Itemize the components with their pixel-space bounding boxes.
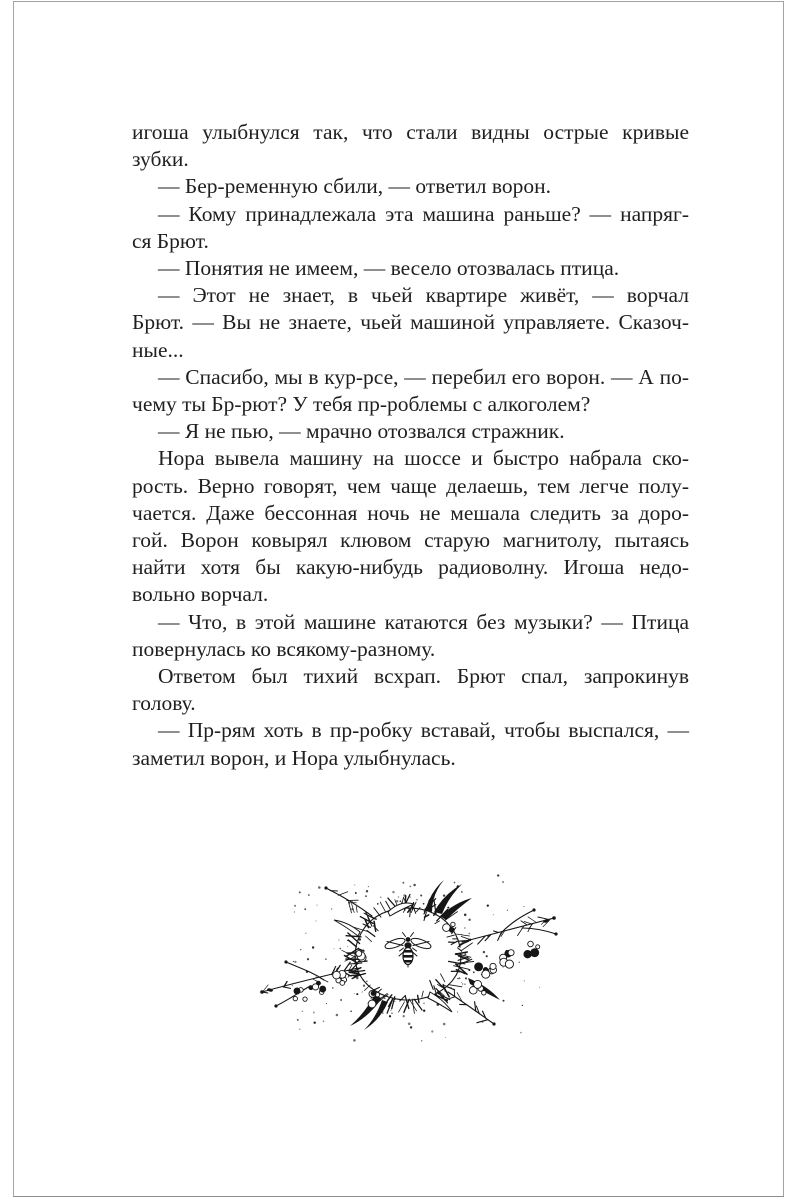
text-line: ные... [132, 337, 184, 362]
text-line: — Я не пью, — мрачно отозвался стражник. [158, 419, 565, 444]
text-line: — Кому принадлежала эта машина раньше? — напряг- [158, 201, 689, 226]
text-line: — Спасибо, мы в кур-рсе, — перебил его ворон. — А по- [158, 364, 689, 389]
text-line: вольно ворчал. [132, 582, 269, 607]
text-line: Брют. — Вы не знаете, чьей машиной управляете. Сказоч- [132, 310, 689, 335]
text-line: чается. Даже бессонная ночь не мешала следить за доро- [132, 500, 689, 525]
text-line: — Пр-рям хоть в пр-робку вставай, чтобы выспался, — [158, 718, 689, 743]
text-line: зубки. [132, 147, 189, 172]
text-line: повернулась ко всякому-разному. [132, 636, 436, 661]
text-line: чему ты Бр-рют? У тебя пр-роблемы с алкоголем? [132, 392, 591, 417]
paragraph [132, 173, 689, 200]
paragraph [132, 201, 689, 255]
bee-icon [384, 933, 432, 968]
paragraph [132, 445, 689, 608]
text-line: голову. [132, 691, 196, 716]
text-line: игоша улыбнулся так, что стали видны острые кривые [132, 120, 689, 144]
paragraph [132, 364, 689, 418]
text-line: рость. Верно говорят, чем чаще делаешь, тем легче полу- [132, 473, 689, 498]
text-line: — Бер-ременную сбили, — ответил ворон. [158, 174, 551, 199]
outlined-leaves [334, 903, 452, 1012]
text-line: Ответом был тихий всхрап. Брют спал, запрокинув [158, 664, 689, 689]
text-line: ся Брют. [132, 228, 209, 253]
paragraph [132, 418, 689, 445]
paragraph [132, 609, 689, 663]
wreath-bee-illustration [240, 872, 576, 1044]
paragraph [132, 255, 689, 282]
paragraph [132, 717, 689, 771]
paragraph [132, 119, 689, 173]
text-line: заметил ворон, и Нора улыбнулась. [132, 745, 456, 770]
paragraph [132, 282, 689, 364]
page-text [132, 119, 689, 772]
berry-clusters [293, 922, 540, 1008]
text-line: — Этот не знает, в чьей квартире живёт, — ворчал [158, 283, 689, 308]
text-line: — Что, в этой машине катаются без музыки? — Птица [158, 609, 689, 634]
text-line: гой. Ворон ковырял клювом старую магнитолу, пытаясь [132, 528, 689, 553]
paragraph [132, 663, 689, 717]
text-line: Нора вывела машину на шоссе и быстро набрала ско- [158, 446, 689, 471]
text-line: найти хотя бы какую-нибудь радиоволну. Игоша недо- [132, 555, 689, 580]
text-line: — Понятия не имеем, — весело отозвалась птица. [158, 256, 620, 281]
